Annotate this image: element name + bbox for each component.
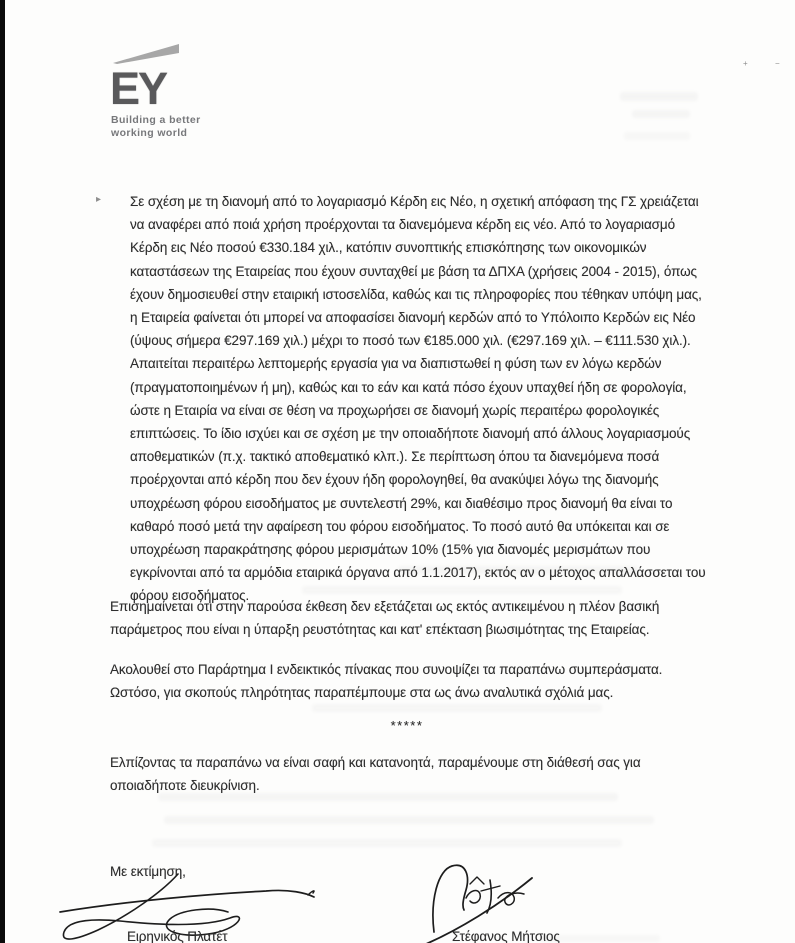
asterisk-separator: ***** (390, 718, 424, 733)
bullet-marker-icon: ▸ (96, 194, 102, 205)
signatory-name-right: Στέφανος Μήτσιος (452, 929, 560, 943)
ey-logo-text: EY (110, 63, 167, 114)
scan-artifact (164, 816, 654, 824)
bullet-paragraph: Σε σχέση με τη διανομή από το λογαριασμό Κέρδη εις Νέο, η σχετική απόφαση της ΓΣ χρειάζεται να αναφέρει από ποιά χρήση προέρχονται τα διανεμόμενα κέρδη εις νέο. Από το λογαριασμό Κέρδη εις Νέο ποσού €330.184 χιλ., κατόπιν συνοπτικής επισκόπησης των οικονομικών καταστάσεων της Εταιρείας που έχουν συνταχθεί με βάση τα ΔΠΧΑ (χρήσεις 2004 - 2015), όπως έχουν δημοσιευθεί στην εταιρική ιστοσελίδα, καθώς και τις πληροφορίες που τέθηκαν υπόψη μας, η Εταιρεία φαίνεται ότι μπορεί να αποφασίσει διανομή κερδών από το Υπόλοιπο Κερδών εις Νέο (ύψους σήμερα €297.169 χιλ.) μέχρι το ποσό των €185.000 χιλ. (€297.169 χιλ. – €111.530 χιλ.). Απαιτείται περαιτέρω λεπτομερής εργασία για να διαπιστωθεί η φύση των εν λόγω κερδών (πραγματοποιημένων ή μη), καθώς και το εάν και κατά πόσο έχουν υπαχθεί ήδη σε φορολογία, ώστε η Εταιρία να είναι σε θέση να προχωρήσει σε διανομή χωρίς περαιτέρω φορολογικές επιπτώσεις. Το ίδιο ισχύει και σε σχέση με την οποιαδήποτε διανομή από άλλους λογαριασμούς αποθεματικών (π.χ. τακτικό αποθεματικό κλπ.). Σε περίπτωση όπου τα διανεμόμενα ποσά προέρχονται από κέρδη που δεν έχουν ήδη φορολογηθεί, θα ανακύψει λόγω της διανομής υποχρέωση φόρου εισοδήματος με συντελεστή 29%, και διαθέσιμο προς διανομή θα είναι το καθαρό ποσό μετά την αφαίρεση του φόρου εισοδήματος. Το ποσό αυτό θα υπόκειται και σε υποχρέωση παρακράτησης φόρου μερισμάτων 10% (15% για διανομές μερισμάτων που εγκρίνονται από τα αρμόδια εταιρικά όργανα από 1.1.2017), εκτός αν ο μέτοχος απαλλάσσεται του φόρου εισοδήματος. (130, 194, 706, 604)
scan-speck: + (743, 59, 748, 68)
scan-artifact (398, 566, 638, 574)
scan-artifact (540, 935, 660, 942)
scan-artifact (624, 132, 690, 140)
closing-salutation: Με εκτίμηση, (110, 864, 186, 879)
logo-tagline-line2: working world (111, 126, 188, 139)
paragraph-scope-note: Επισημαίνεται ότι στην παρούσα έκθεση δεν εξετάζεται ως εκτός αντικειμένου η πλέον βασική παράμετρος που είναι η ύπαρξη ρευστότητας και κατ' επέκταση βιωσιμότητας της Εταιρείας. (110, 599, 660, 638)
scan-artifact (620, 92, 698, 101)
paragraph-appendix-note: Ακολουθεί στο Παράρτημα Ι ενδεικτικός πίνακας που συνοψίζει τα παραπάνω συμπεράσματα. Ωστόσο, για σκοπούς πληρότητας παραπέμπουμε στα ως άνω αναλυτικά σχόλιά μας. (110, 662, 663, 701)
scan-speck: − (775, 59, 780, 68)
scan-artifact (152, 839, 622, 847)
scan-artifact (312, 704, 602, 712)
paragraph-closing-remark: Ελπίζοντας τα παραπάνω να είναι σαφή και κατανοητά, παραμένουμε στη διάθεσή σας για οποιαδήποτε διευκρίνιση. (110, 755, 641, 794)
scan-artifact (632, 110, 690, 118)
logo-tagline (111, 114, 201, 139)
scan-artifact (158, 793, 618, 801)
scan-artifact (302, 586, 622, 594)
scan-edge-strip (0, 0, 5, 943)
signatory-name-left: Ειρηνικός Πλατέτ (127, 929, 228, 943)
logo-tagline-line1: Building a better (111, 114, 201, 126)
